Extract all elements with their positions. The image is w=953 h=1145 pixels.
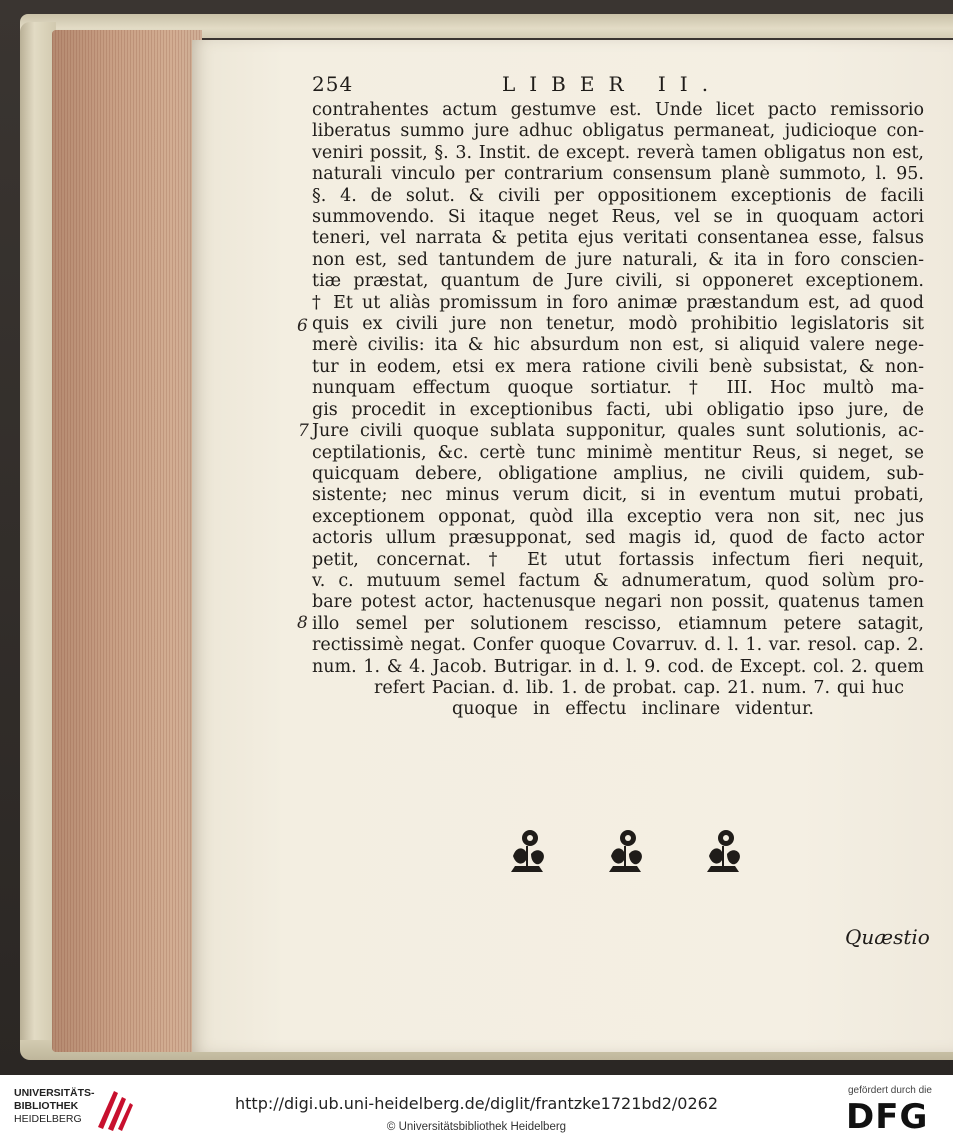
margin-note: 7: [298, 421, 309, 441]
text-line: num. 1. & 4. Jacob. Butrigar. in d. l. 9. cod. de Except. col. 2. quem: [312, 656, 924, 677]
flower-ornament-icon: [603, 826, 647, 878]
text-line: † Et ut aliàs promissum in foro animæ præstandum est, ad quod: [312, 292, 924, 313]
margin-note: 8: [297, 613, 308, 633]
text-line: petit, concernat. † Et utut fortassis infectum fieri nequit,: [312, 549, 924, 570]
text-line: tiæ præstat, quantum de Jure civili, si opponeret exceptionem.: [312, 271, 924, 292]
text-line: Jure civili quoque sublata supponitur, quales sunt solutionis, ac-: [312, 421, 924, 442]
text-line: v. c. mutuum semel factum & adnumeratum, quod solùm pro-: [312, 570, 924, 591]
text-line: rectissimè negat. Confer quoque Covarruv. d. l. 1. var. resol. cap. 2.: [312, 635, 924, 656]
library-name-line: HEIDELBERG: [14, 1113, 82, 1125]
catchword: Quæstio: [845, 925, 930, 949]
text-line: nunquam effectum quoque sortiatur. † III. Hoc multò ma-: [312, 378, 924, 399]
text-line: merè civilis: ita & hic absurdum non est, si aliquid valere nege-: [312, 335, 924, 356]
book-binding-spine: [20, 22, 56, 1052]
body-text: [312, 100, 924, 721]
running-title: LIBER II.: [502, 72, 723, 96]
text-line: quicquam debere, obligatione amplius, ne civili quidem, sub-: [312, 463, 924, 484]
text-line: quis ex civili jure non tenetur, modò prohibitio legislatoris sit: [312, 314, 924, 335]
text-line: veniri possit, §. 3. Instit. de except. reverà tamen obligatus non est,: [312, 142, 924, 163]
copyright-notice: © Universitätsbibliothek Heidelberg: [386, 1121, 567, 1133]
text-line: illo semel per solutionem rescisso, etiamnum petere satagit,: [312, 613, 924, 634]
text-line: non est, sed tantundem de jure naturali, & ita in foro conscien-: [312, 249, 924, 270]
text-line: bare potest actor, hactenusque negari non possit, quatenus tamen: [312, 592, 924, 613]
viewer-footer: [0, 1075, 953, 1145]
text-line: contrahentes actum gestumve est. Unde licet pacto remissorio: [312, 100, 924, 120]
flower-ornament-icon: [701, 826, 745, 878]
text-line: refert Pacian. d. lib. 1. de probat. cap. 21. num. 7. qui huc: [374, 677, 904, 698]
text-line: tur in eodem, etsi ex mera ratione civili benè subsistat, & non-: [312, 356, 924, 377]
text-line: teneri, vel narrata & petita ejus veritati consentanea esse, falsus: [312, 228, 924, 249]
margin-note: 6: [297, 316, 308, 336]
text-line: sistente; nec minus verum dicit, si in eventum mutui probati,: [312, 485, 924, 506]
page-header: [312, 72, 922, 100]
printers-ornaments: [505, 826, 745, 886]
text-line: actoris ullum præsupponat, sed magis id, quod de facto actor: [312, 528, 924, 549]
text-line: liberatus summo jure adhuc obligatus permaneat, judicioque con-: [312, 121, 924, 142]
dfg-logo-icon: DFG: [846, 1097, 929, 1137]
text-line: gis procedit in exceptionibus facti, ubi obligatio ipso jure, de: [312, 399, 924, 420]
text-line: summovendo. Si itaque neget Reus, vel se in quoquam actori: [312, 207, 924, 228]
text-line: naturali vinculo per contrarium consensum planè summoto, l. 95.: [312, 164, 924, 185]
page-edges: [52, 30, 202, 1052]
permalink-url[interactable]: http://digi.ub.uni-heidelberg.de/diglit/frantzke1721bd2/0262: [235, 1094, 718, 1113]
flower-ornament-icon: [505, 826, 549, 878]
funder-caption: gefördert durch die: [848, 1085, 932, 1096]
text-line: quoque in effectu inclinare videntur.: [452, 699, 814, 720]
text-line: exceptionem opponat, quòd illa exceptio vera non sit, nec jus: [312, 506, 924, 527]
text-line: ceptilationis, &c. certè tunc minimè mentitur Reus, si neget, se: [312, 442, 924, 463]
page-number: 254: [312, 72, 354, 96]
library-name-line: UNIVERSITÄTS-: [14, 1087, 95, 1099]
library-name-line: BIBLIOTHEK: [14, 1100, 79, 1112]
text-line: §. 4. de solut. & civili per oppositionem exceptionis de facili: [312, 185, 924, 206]
